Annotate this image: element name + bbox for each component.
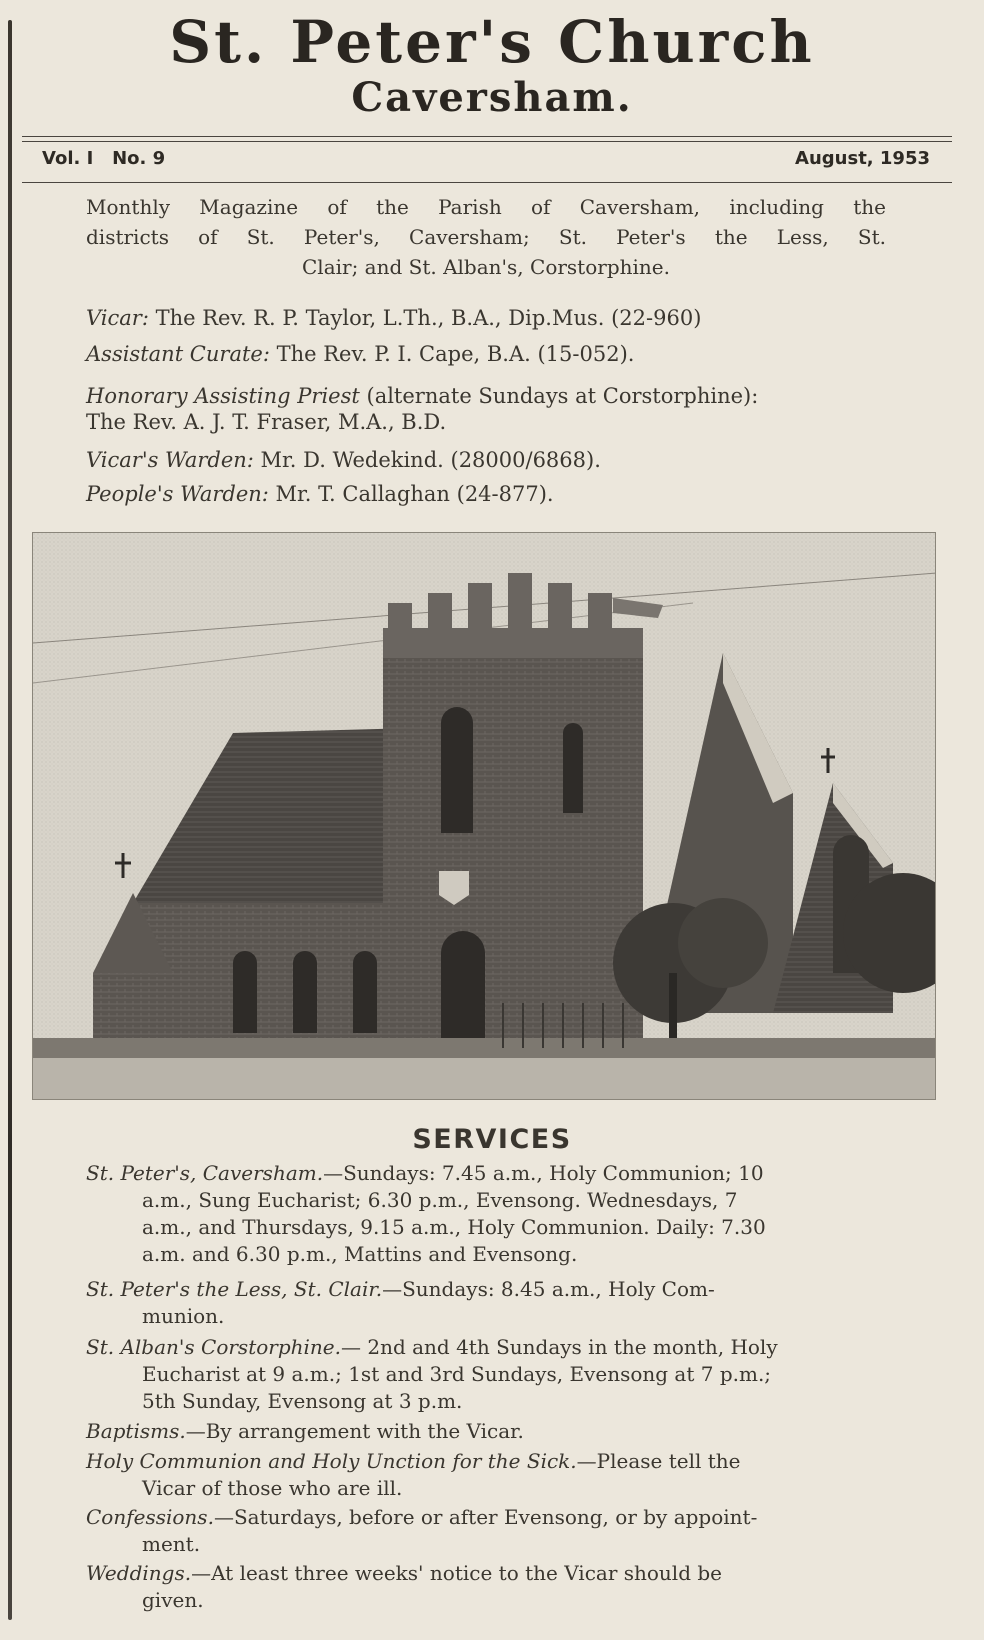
- weddings-text: —At least three weeks' notice to the Vicar should be: [191, 1561, 723, 1585]
- issue-date: August, 1953: [795, 148, 930, 169]
- intro-paragraph: [86, 192, 886, 282]
- vicars-warden-line: [86, 446, 906, 474]
- peoples-warden-role: People's Warden:: [86, 482, 269, 506]
- sick-title: Holy Communion and Holy Unction for the Sick.: [86, 1449, 577, 1473]
- double-rule-bottom: [22, 141, 952, 142]
- sick-text: —Please tell the: [576, 1449, 741, 1473]
- service-st-clair: [86, 1276, 886, 1330]
- peoples-warden-line: [86, 480, 906, 508]
- curate-role: Assistant Curate:: [86, 342, 270, 366]
- weddings-title: Weddings.: [86, 1561, 192, 1585]
- services-heading: SERVICES: [412, 1124, 572, 1155]
- st-clair-text: munion.: [142, 1304, 225, 1328]
- intro-line: Clair; and St. Alban's, Corstorphine.: [302, 255, 670, 279]
- double-rule-top: [22, 136, 952, 137]
- vicar-text: The Rev. R. P. Taylor, L.Th., B.A., Dip.Mus. (22-960): [155, 306, 702, 330]
- binding-edge: [8, 20, 12, 1620]
- confessions-text: ment.: [142, 1532, 201, 1556]
- caversham-text: a.m., Sung Eucharist; 6.30 p.m., Evensong. Wednesdays, 7: [142, 1188, 738, 1212]
- service-sick: [86, 1448, 886, 1502]
- volume-number: [42, 148, 165, 169]
- church-photograph: [32, 532, 936, 1100]
- caversham-text: —Sundays: 7.45 a.m., Holy Communion; 10: [323, 1161, 764, 1185]
- masthead-subtitle: Caversham.: [351, 74, 633, 121]
- service-baptisms: [86, 1418, 886, 1445]
- peoples-warden-text: Mr. T. Callaghan (24-877).: [275, 482, 554, 506]
- info-rule: [22, 182, 952, 183]
- service-caversham: [86, 1160, 886, 1268]
- vicar-line: [86, 304, 906, 332]
- caversham-title: St. Peter's, Caversham.: [86, 1161, 324, 1185]
- corstorphine-text: 5th Sunday, Evensong at 3 p.m.: [142, 1389, 463, 1413]
- caversham-text: a.m., and Thursdays, 9.15 a.m., Holy Communion. Daily: 7.30: [142, 1215, 766, 1239]
- issue-number: No. 9: [112, 148, 166, 169]
- masthead-title: St. Peter's Church: [169, 8, 815, 76]
- vicars-warden-text: Mr. D. Wedekind. (28000/6868).: [260, 448, 601, 472]
- service-confessions: [86, 1504, 886, 1558]
- issue-info: [22, 148, 952, 176]
- hon-priest-line: [86, 382, 906, 410]
- st-clair-title: St. Peter's the Less, St. Clair.: [86, 1277, 383, 1301]
- hon-priest-role: Honorary Assisting Priest: [86, 384, 360, 408]
- hon-priest-name: The Rev. A. J. T. Fraser, M.A., B.D.: [86, 410, 447, 434]
- service-weddings: [86, 1560, 886, 1614]
- hon-priest-text: (alternate Sundays at Corstorphine):: [366, 384, 759, 408]
- vicar-role: Vicar:: [86, 306, 149, 330]
- confessions-title: Confessions.: [86, 1505, 214, 1529]
- intro-line: Monthly Magazine of the Parish of Caversham, including the: [86, 195, 886, 219]
- volume: Vol. I: [42, 148, 94, 169]
- confessions-text: —Saturdays, before or after Evensong, or by appoint-: [213, 1505, 758, 1529]
- curate-text: The Rev. P. I. Cape, B.A. (15-052).: [276, 342, 635, 366]
- intro-line: districts of St. Peter's, Caversham; St. Peter's the Less, St.: [86, 225, 886, 249]
- service-corstorphine: [86, 1334, 886, 1415]
- caversham-text: a.m. and 6.30 p.m., Mattins and Evensong.: [142, 1242, 578, 1266]
- corstorphine-text: — 2nd and 4th Sundays in the month, Holy: [340, 1335, 778, 1359]
- baptisms-text: —By arrangement with the Vicar.: [185, 1419, 524, 1443]
- weddings-text: given.: [142, 1588, 204, 1612]
- baptisms-title: Baptisms.: [86, 1419, 186, 1443]
- vicars-warden-role: Vicar's Warden:: [86, 448, 254, 472]
- church-illustration: [33, 533, 936, 1100]
- sick-text: Vicar of those who are ill.: [142, 1476, 403, 1500]
- corstorphine-text: Eucharist at 9 a.m.; 1st and 3rd Sundays, Evensong at 7 p.m.;: [142, 1362, 772, 1386]
- curate-line: [86, 340, 906, 368]
- st-clair-text: —Sundays: 8.45 a.m., Holy Com-: [382, 1277, 715, 1301]
- corstorphine-title: St. Alban's Corstorphine.: [86, 1335, 341, 1359]
